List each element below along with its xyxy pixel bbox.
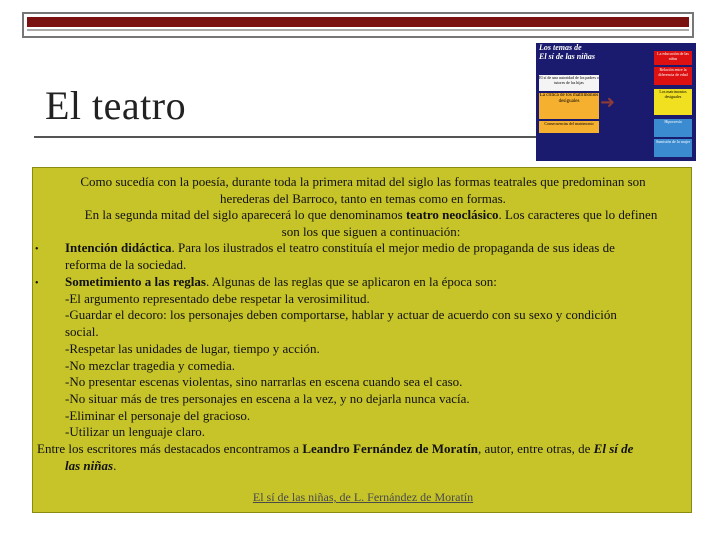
moratin-link[interactable]: El sí de las niñas, de L. Fernández de Moratín bbox=[252, 490, 474, 504]
rule-item: -Guardar el decoro: los personajes deben comportarse, hablar y actuar de acuerdo con su sexo y condición bbox=[65, 307, 617, 323]
thumb-box-right-1: La educación de las niñas bbox=[654, 51, 692, 65]
thumbnail-title-line2: El sí de las niñas bbox=[539, 52, 596, 61]
bullet-icon: • bbox=[35, 244, 39, 255]
thumb-arrow-icon: ➜ bbox=[600, 92, 616, 112]
rule-item: -No situar más de tres personajes en escena a la vez, y no dejarla nunca vacía. bbox=[65, 390, 470, 406]
rule-item: social. bbox=[65, 324, 99, 340]
top-decorative-bar bbox=[22, 12, 694, 38]
bullet-rules-line1: Sometimiento a las reglas. Algunas de las reglas que se aplicaron en la época son: bbox=[65, 274, 497, 289]
bullet-rules bbox=[65, 274, 689, 441]
rule-item: -Respetar las unidades de lugar, tiempo y acción. bbox=[65, 340, 320, 356]
rule-item: -Utilizar un lenguaje claro. bbox=[65, 424, 206, 440]
rule-item: -El argumento representado debe respetar la verosimilitud. bbox=[65, 290, 370, 306]
bullet-didactic-line2: reforma de la sociedad. bbox=[65, 256, 187, 272]
closing-line2: las niñas. bbox=[65, 457, 117, 473]
thumb-box-left-top: El sí de una autoridad de los padres o tutores de las hijas bbox=[539, 75, 599, 91]
thumb-box-right-2: Relación entre la diferencia de edad bbox=[654, 67, 692, 85]
slide-title: El teatro bbox=[45, 83, 187, 128]
closing-line1: Entre los escritores más destacados encontramos a Leandro Fernández de Moratín, autor, entre otras, de El sí de bbox=[37, 441, 634, 456]
thumb-box-left-mid: La crítica de los matrimonios desiguales bbox=[539, 93, 599, 119]
bullet-didactic-line1: Intención didáctica. Para los ilustrados el teatro constituía el mejor medio de propaganda de sus ideas de bbox=[65, 240, 615, 255]
bullet-icon: • bbox=[35, 278, 39, 289]
themes-thumbnail-image[interactable] bbox=[536, 43, 696, 161]
thumb-box-left-bottom: Consecuencias del matrimonio bbox=[539, 121, 599, 133]
top-bar-line bbox=[27, 29, 689, 31]
intro-paragraph bbox=[53, 174, 673, 207]
content-panel bbox=[32, 167, 692, 513]
rule-item: -No mezclar tragedia y comedia. bbox=[65, 357, 235, 373]
second-line2: son los que siguen a continuación: bbox=[281, 223, 461, 239]
thumbnail-title-line1: Los temas de bbox=[539, 43, 582, 52]
thumb-box-right-3: Los matrimonios desiguales bbox=[654, 89, 692, 115]
rule-item: -No presentar escenas violentas, sino narrarlas en escena cuando sea el caso. bbox=[65, 374, 463, 390]
intro-line2: herederas del Barroco, tanto en temas como en formas. bbox=[220, 190, 506, 206]
intro-line1: Como sucedía con la poesía, durante toda la primera mitad del siglo las formas teatrales que predominan son bbox=[80, 174, 646, 189]
thumb-box-right-5: Sumisión de la mujer bbox=[654, 139, 692, 157]
closing-paragraph bbox=[37, 441, 689, 474]
second-line1: En la segunda mitad del siglo aparecerá lo que denominamos teatro neoclásico. Los caracteres que lo definen bbox=[84, 207, 658, 222]
bullet-didactic bbox=[65, 240, 689, 273]
thumbnail-title bbox=[539, 43, 595, 61]
top-bar-fill bbox=[27, 17, 689, 27]
thumb-box-right-4: Hipocresía bbox=[654, 119, 692, 137]
rule-item: -Eliminar el personaje del gracioso. bbox=[65, 407, 251, 423]
second-paragraph bbox=[53, 207, 689, 240]
